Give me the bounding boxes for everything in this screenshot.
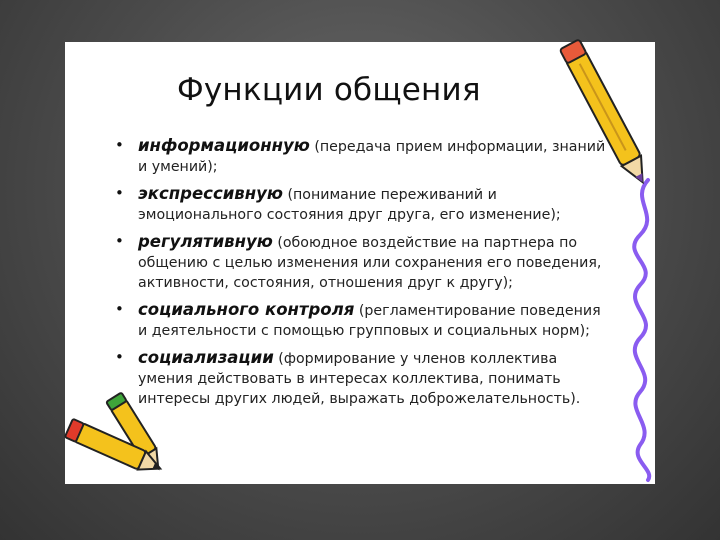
function-term: социализации	[138, 348, 274, 367]
function-description: (обоюдное воздействие на партнера по	[277, 235, 578, 251]
function-description: (формирование у членов коллектива	[278, 351, 558, 367]
description-line: общению с целью изменения или сохранения его поведения,	[138, 255, 602, 271]
function-term: информационную	[138, 136, 310, 155]
function-description: (понимание переживаний и	[287, 187, 497, 203]
description-line: активности, состояния, отношения друг к другу);	[138, 275, 513, 291]
bullet-marker: •	[115, 184, 124, 202]
bullet-marker: •	[115, 348, 124, 366]
function-term: социального контроля	[138, 300, 355, 319]
function-description: (регламентирование поведения	[358, 303, 601, 319]
slide-title: Функции общения	[177, 72, 481, 108]
bullet-marker: •	[115, 300, 124, 318]
description-line: интересы других людей, выражать доброжелательность).	[138, 391, 581, 407]
function-term: экспрессивную	[138, 184, 283, 203]
description-line: умения действовать в интересах коллектива, понимать	[138, 371, 561, 387]
description-line: и умений);	[138, 159, 218, 175]
description-line: и деятельности с помощью групповых и социальных норм);	[138, 323, 590, 339]
function-description: (передача прием информации, знаний	[314, 139, 606, 155]
description-line: эмоционального состояния друг друга, его изменение);	[138, 207, 561, 223]
bullet-marker: •	[115, 136, 124, 154]
function-term: регулятивную	[138, 232, 273, 251]
bullet-marker: •	[115, 232, 124, 250]
